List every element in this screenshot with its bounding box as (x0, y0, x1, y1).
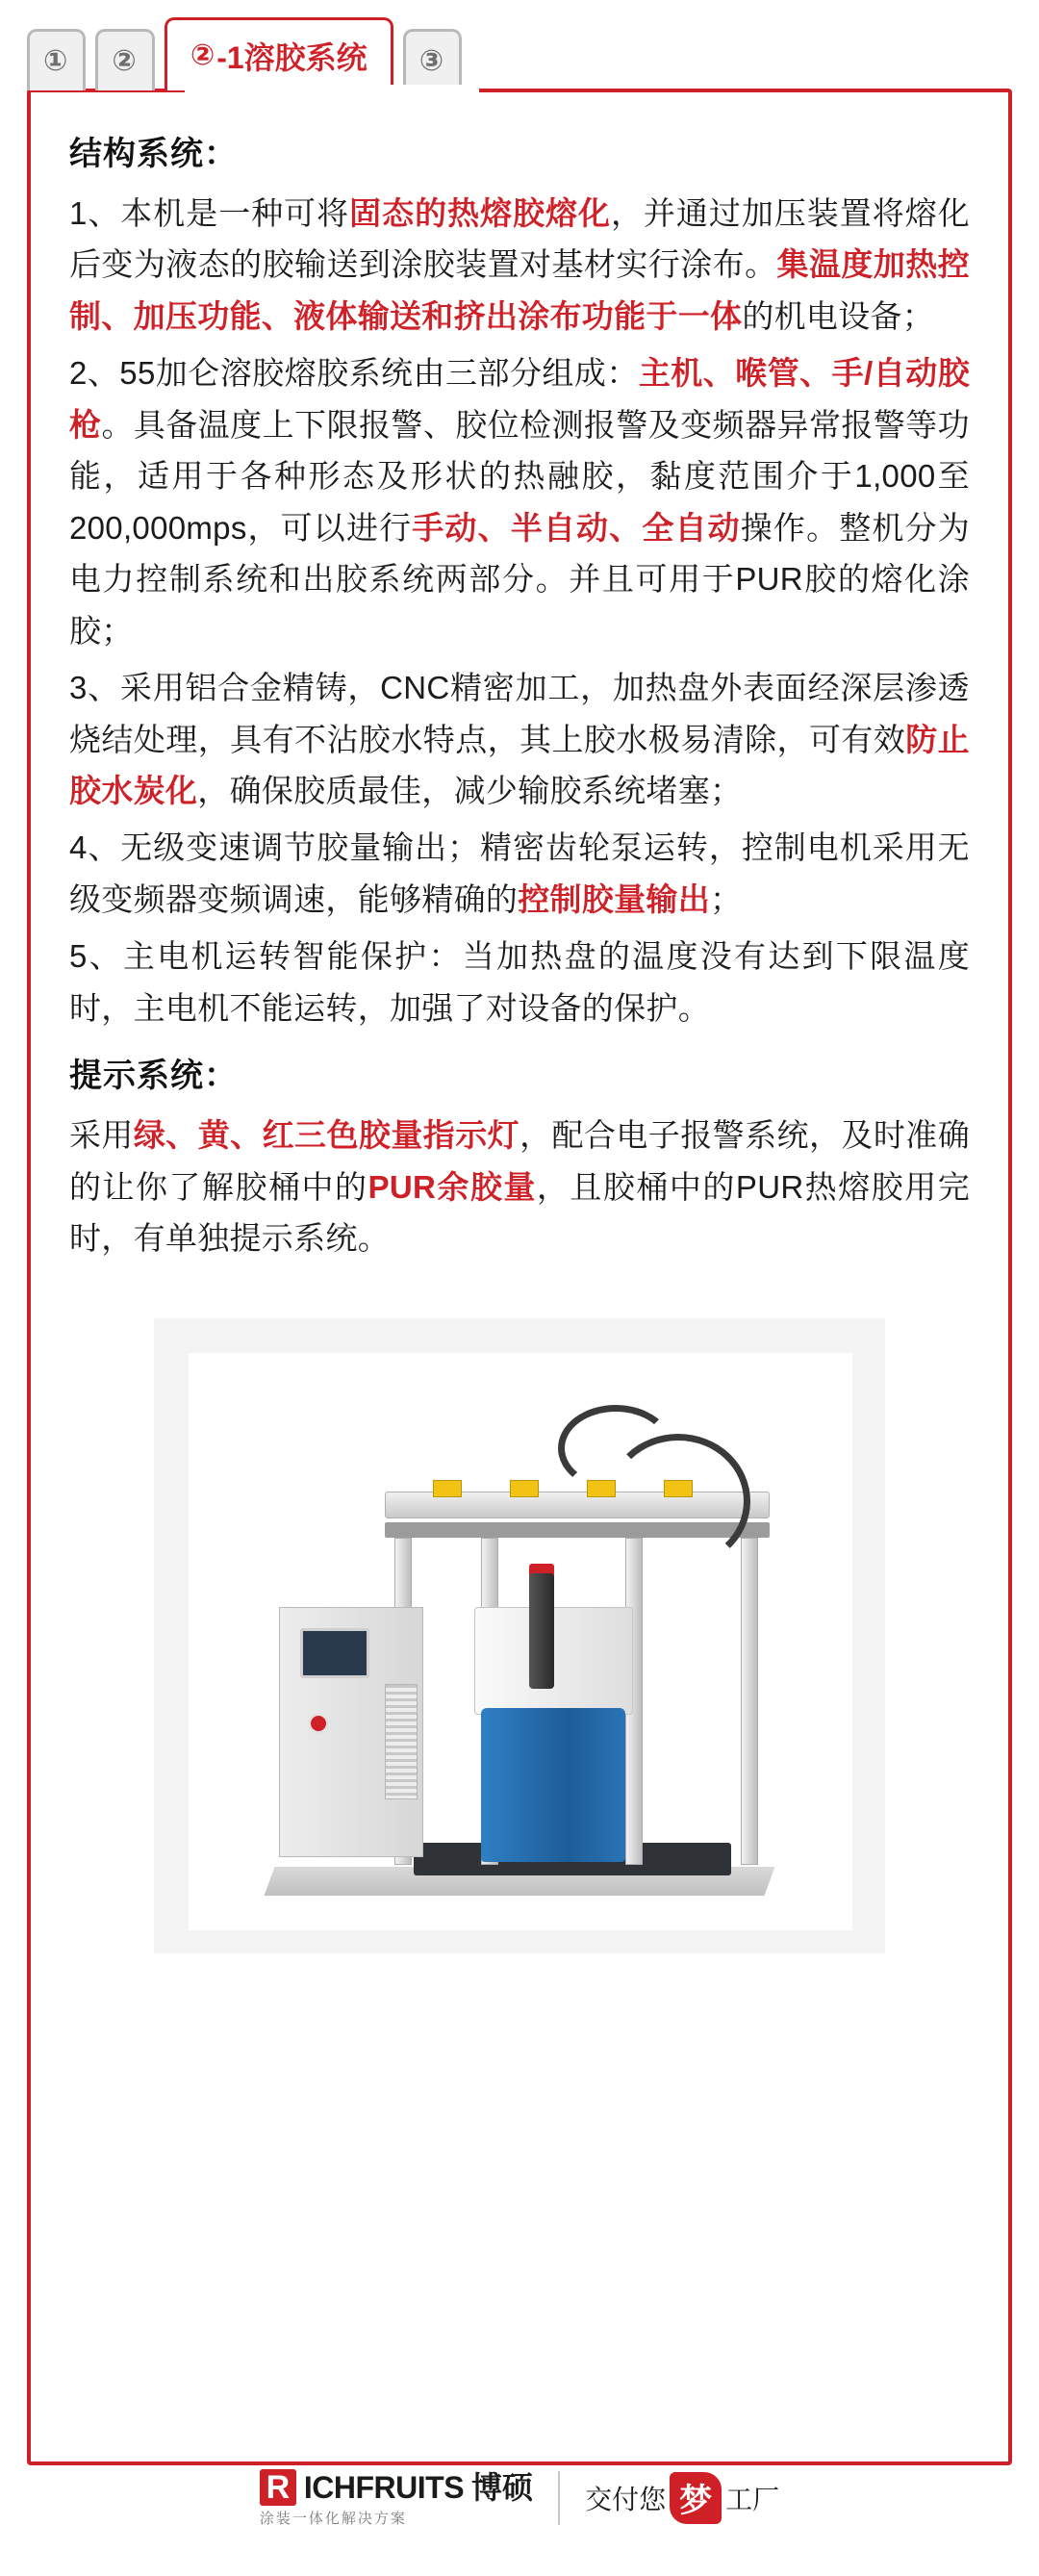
item2-highlight-1: 主机、喉管、手/自动胶枪 (69, 355, 970, 443)
item5-text-a: 5、主电机运转智能保护：当加热盘的温度没有达到下限温度时，主电机不能运转，加强了对设备的保护。 (69, 938, 970, 1026)
paragraph-item-5 (69, 931, 970, 1033)
footer-slogan-post: 工厂 (725, 2484, 780, 2514)
item4-highlight-1: 控制胶量输出 (518, 880, 711, 917)
item2-text-b: 。具备温度上下限报警、胶位检测报警及变频器异常报警等功能，适用于各种形态及形状的热融胶，黏度范围介于1,000至200,000mps，可以进行 (69, 406, 970, 546)
section-title-structure: 结构系统： (69, 136, 238, 172)
tab-3-symbol: ③ (418, 44, 444, 77)
brand-logo (260, 2469, 533, 2526)
machine-vent-grill (385, 1684, 418, 1799)
item6-highlight-2: PUR余胶量 (367, 1168, 537, 1205)
tab-2-1-label: -1溶胶系统 (216, 39, 367, 75)
item2-text-a: 2、55加仑溶胶熔胶系统由三部分组成： (69, 355, 639, 392)
paragraph-item-1 (69, 188, 970, 342)
brand-logo-cn: 博硕 (471, 2470, 534, 2505)
brand-logo-en: ICHFRUITS (303, 2470, 465, 2505)
machine-emergency-stop-button (308, 1713, 329, 1734)
item1-text-c: 的机电设备； (742, 297, 935, 334)
tab-1-symbol: ① (43, 44, 68, 77)
item6-highlight-1: 绿、黄、红三色胶量指示灯 (133, 1117, 520, 1154)
item6-text-b: ，配合电子报警系统，及时准确的让你了解胶桶中的 (69, 1117, 971, 1205)
tabbar (27, 17, 462, 90)
machine-post-right (741, 1538, 758, 1865)
product-photo (96, 1309, 943, 1982)
brand-logo-mark: R (260, 2469, 296, 2506)
machine-control-screen (300, 1628, 369, 1678)
tab-2[interactable] (95, 29, 154, 90)
brand-logo-row (260, 2469, 533, 2506)
machine-valve-box-2 (510, 1480, 539, 1497)
tab-2-symbol: ② (112, 44, 137, 77)
item6-text-a: 采用 (69, 1117, 134, 1154)
item1-highlight-2: 集温度加热控制、加压功能、液体输送和挤出涂布功能于一体 (69, 246, 970, 334)
footer-divider (558, 2471, 560, 2525)
tab-active-notch (185, 85, 479, 94)
item3-text-a: 3、采用铝合金精铸，CNC精密加工，加热盘外表面经深层渗透烧结处理，具有不沾胶水特点，其上胶水极易清除，可有效 (69, 670, 970, 757)
tab-2-1-symbol: ② (190, 38, 215, 71)
paragraph-item-3 (69, 662, 970, 816)
tab-2-1[interactable] (165, 17, 393, 90)
item1-highlight-1: 固态的热熔胶熔化 (349, 195, 611, 231)
item1-text-a: 1、本机是一种可将 (69, 195, 350, 231)
item4-text-b: ； (710, 880, 743, 917)
item3-text-b: ，确保胶质最佳，减少输胶系统堵塞； (197, 772, 743, 808)
machine-glue-gun (529, 1573, 554, 1689)
item4-text-a: 4、无级变速调节胶量输出；精密齿轮泵运转，控制电机采用无级变频器变频调速，能够精确的 (69, 829, 970, 917)
item2-highlight-2: 手动、半自动、全自动 (412, 509, 741, 546)
brand-tagline: 涂装一体化解决方案 (259, 2511, 407, 2527)
machine-valve-box-1 (433, 1480, 462, 1497)
item2-text-c: 操作。整机分为电力控制系统和出胶系统两部分。并且可用于PUR胶的熔化涂胶； (69, 509, 970, 649)
item3-highlight-1: 防止胶水炭化 (69, 721, 970, 808)
tab-1[interactable] (27, 29, 86, 90)
paragraph-item-4 (69, 822, 970, 925)
content-frame (27, 89, 1012, 2465)
footer-slogan (585, 2472, 779, 2524)
paragraph-item-6 (69, 1109, 970, 1263)
paragraph-item-2 (69, 347, 970, 656)
dream-icon: 梦 (670, 2472, 722, 2524)
machine-hose-2 (606, 1434, 750, 1569)
machine-glue-drum (481, 1708, 625, 1862)
item1-text-b: ，并通过加压装置将熔化后变为液态的胶输送到涂胶装置对基材实行涂布。 (69, 195, 971, 283)
footer (0, 2469, 1039, 2526)
glue-melting-machine-illustration (241, 1366, 808, 1944)
section-title-indicator: 提示系统： (69, 1058, 238, 1095)
footer-slogan-pre: 交付您 (585, 2484, 667, 2514)
tab-3[interactable] (403, 29, 462, 90)
item6-text-c: ，且胶桶中的PUR热熔胶用完时，有单独提示系统。 (69, 1168, 970, 1257)
